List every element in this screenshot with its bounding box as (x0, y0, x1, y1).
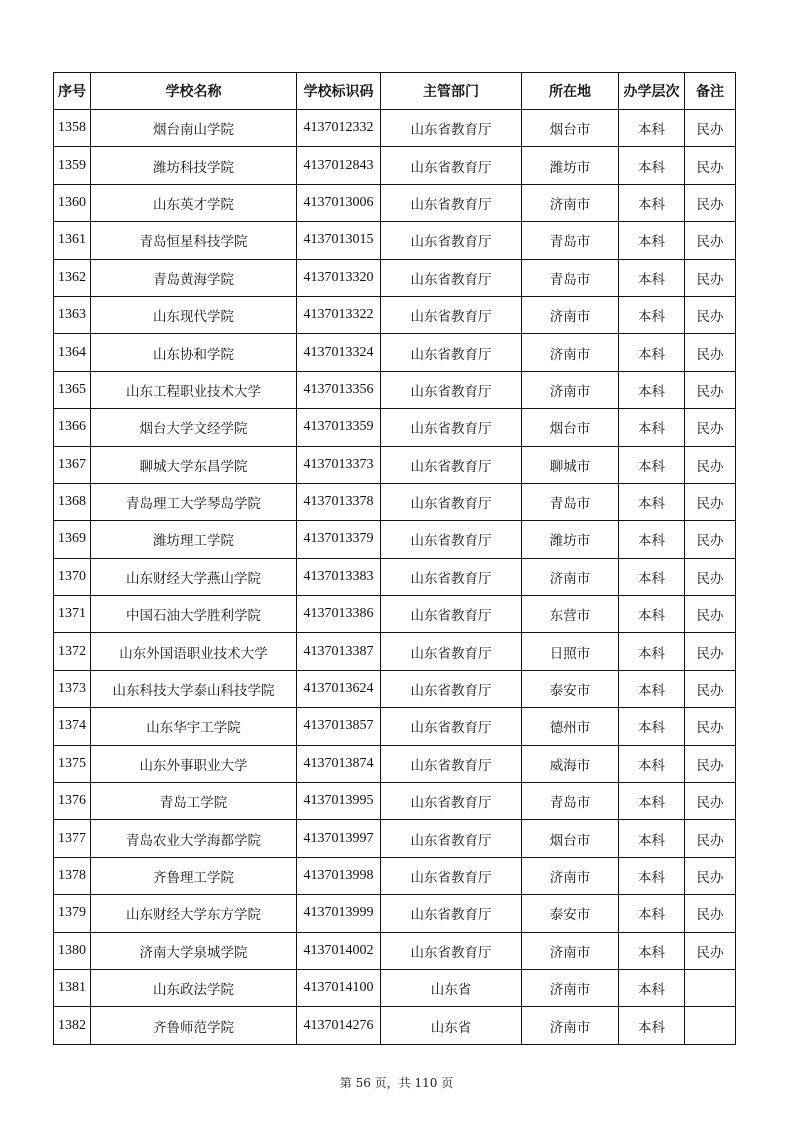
cell-school-code: 4137014100 (297, 969, 381, 1006)
cell-level: 本科 (619, 1007, 685, 1044)
cell-department: 山东省教育厅 (381, 745, 522, 782)
cell-remarks: 民办 (685, 147, 736, 184)
cell-remarks: 民办 (685, 259, 736, 296)
cell-row-index: 1376 (54, 783, 91, 820)
cell-level: 本科 (619, 184, 685, 221)
cell-level: 本科 (619, 147, 685, 184)
cell-school-name: 山东外国语职业技术大学 (91, 633, 297, 670)
cell-row-index: 1369 (54, 521, 91, 558)
cell-department: 山东省教育厅 (381, 820, 522, 857)
table-row (54, 783, 736, 820)
cell-school-code: 4137013998 (297, 857, 381, 894)
cell-row-index: 1380 (54, 932, 91, 969)
cell-row-index: 1379 (54, 895, 91, 932)
cell-row-index: 1374 (54, 708, 91, 745)
cell-school-code: 4137014276 (297, 1007, 381, 1044)
header-school-code: 学校标识码 (297, 73, 381, 110)
cell-level: 本科 (619, 857, 685, 894)
cell-location: 济南市 (522, 371, 619, 408)
cell-location: 济南市 (522, 969, 619, 1006)
cell-remarks (685, 1007, 736, 1044)
cell-school-code: 4137013379 (297, 521, 381, 558)
header-level: 办学层次 (619, 73, 685, 110)
table-row (54, 184, 736, 221)
cell-department: 山东省教育厅 (381, 222, 522, 259)
table-row (54, 371, 736, 408)
cell-row-index: 1370 (54, 558, 91, 595)
cell-department: 山东省教育厅 (381, 633, 522, 670)
cell-school-name: 潍坊理工学院 (91, 521, 297, 558)
cell-school-name: 山东英才学院 (91, 184, 297, 221)
cell-level: 本科 (619, 820, 685, 857)
cell-level: 本科 (619, 633, 685, 670)
table-row (54, 446, 736, 483)
table-row (54, 857, 736, 894)
cell-school-name: 潍坊科技学院 (91, 147, 297, 184)
cell-remarks: 民办 (685, 409, 736, 446)
table-row (54, 745, 736, 782)
cell-school-name: 济南大学泉城学院 (91, 932, 297, 969)
cell-level: 本科 (619, 932, 685, 969)
table-row (54, 820, 736, 857)
cell-remarks: 民办 (685, 184, 736, 221)
cell-remarks: 民办 (685, 558, 736, 595)
cell-department: 山东省教育厅 (381, 409, 522, 446)
cell-school-code: 4137013359 (297, 409, 381, 446)
cell-school-code: 4137013015 (297, 222, 381, 259)
cell-level: 本科 (619, 334, 685, 371)
cell-location: 济南市 (522, 184, 619, 221)
cell-level: 本科 (619, 558, 685, 595)
cell-school-code: 4137013356 (297, 371, 381, 408)
cell-level: 本科 (619, 371, 685, 408)
cell-row-index: 1366 (54, 409, 91, 446)
cell-location: 青岛市 (522, 259, 619, 296)
cell-department: 山东省教育厅 (381, 296, 522, 333)
cell-remarks: 民办 (685, 708, 736, 745)
cell-level: 本科 (619, 895, 685, 932)
cell-school-code: 4137012843 (297, 147, 381, 184)
table-row (54, 558, 736, 595)
cell-level: 本科 (619, 222, 685, 259)
cell-school-name: 青岛恒星科技学院 (91, 222, 297, 259)
table-row (54, 895, 736, 932)
cell-school-name: 青岛理工大学琴岛学院 (91, 483, 297, 520)
cell-row-index: 1371 (54, 596, 91, 633)
schools-table (53, 72, 736, 1045)
cell-school-code: 4137013320 (297, 259, 381, 296)
cell-level: 本科 (619, 969, 685, 1006)
cell-location: 青岛市 (522, 783, 619, 820)
table-row (54, 147, 736, 184)
cell-location: 济南市 (522, 334, 619, 371)
cell-department: 山东省教育厅 (381, 596, 522, 633)
cell-row-index: 1367 (54, 446, 91, 483)
cell-location: 烟台市 (522, 820, 619, 857)
cell-location: 青岛市 (522, 222, 619, 259)
cell-row-index: 1375 (54, 745, 91, 782)
cell-level: 本科 (619, 483, 685, 520)
cell-location: 烟台市 (522, 110, 619, 147)
cell-location: 济南市 (522, 857, 619, 894)
cell-remarks: 民办 (685, 521, 736, 558)
cell-school-code: 4137013874 (297, 745, 381, 782)
cell-location: 青岛市 (522, 483, 619, 520)
cell-level: 本科 (619, 708, 685, 745)
cell-location: 德州市 (522, 708, 619, 745)
cell-row-index: 1365 (54, 371, 91, 408)
cell-school-name: 山东财经大学燕山学院 (91, 558, 297, 595)
cell-department: 山东省教育厅 (381, 521, 522, 558)
table-row (54, 596, 736, 633)
cell-school-code: 4137014002 (297, 932, 381, 969)
cell-school-code: 4137013373 (297, 446, 381, 483)
table-header-row (54, 73, 736, 110)
table-row (54, 521, 736, 558)
cell-remarks: 民办 (685, 670, 736, 707)
cell-school-name: 山东外事职业大学 (91, 745, 297, 782)
cell-level: 本科 (619, 745, 685, 782)
cell-school-code: 4137013386 (297, 596, 381, 633)
cell-school-name: 青岛农业大学海都学院 (91, 820, 297, 857)
table-row (54, 409, 736, 446)
table-row (54, 969, 736, 1006)
header-department: 主管部门 (381, 73, 522, 110)
cell-location: 聊城市 (522, 446, 619, 483)
cell-row-index: 1361 (54, 222, 91, 259)
cell-school-name: 山东现代学院 (91, 296, 297, 333)
cell-school-name: 中国石油大学胜利学院 (91, 596, 297, 633)
table-row (54, 110, 736, 147)
cell-remarks: 民办 (685, 483, 736, 520)
cell-location: 泰安市 (522, 895, 619, 932)
cell-school-name: 山东工程职业技术大学 (91, 371, 297, 408)
header-index: 序号 (54, 73, 91, 110)
cell-school-code: 4137013378 (297, 483, 381, 520)
table-row (54, 222, 736, 259)
cell-level: 本科 (619, 446, 685, 483)
cell-row-index: 1372 (54, 633, 91, 670)
cell-level: 本科 (619, 783, 685, 820)
cell-department: 山东省教育厅 (381, 708, 522, 745)
cell-department: 山东省教育厅 (381, 857, 522, 894)
cell-school-code: 4137013995 (297, 783, 381, 820)
cell-remarks (685, 969, 736, 1006)
cell-school-code: 4137013383 (297, 558, 381, 595)
page-footer: 第 56 页，共 110 页 (339, 1076, 454, 1090)
cell-school-name: 烟台南山学院 (91, 110, 297, 147)
cell-school-code: 4137013857 (297, 708, 381, 745)
cell-remarks: 民办 (685, 334, 736, 371)
cell-level: 本科 (619, 409, 685, 446)
cell-row-index: 1377 (54, 820, 91, 857)
cell-school-name: 山东财经大学东方学院 (91, 895, 297, 932)
cell-school-code: 4137013997 (297, 820, 381, 857)
cell-level: 本科 (619, 110, 685, 147)
cell-school-code: 4137013006 (297, 184, 381, 221)
cell-school-name: 聊城大学东昌学院 (91, 446, 297, 483)
cell-remarks: 民办 (685, 895, 736, 932)
cell-school-name: 山东政法学院 (91, 969, 297, 1006)
table-row (54, 670, 736, 707)
cell-location: 烟台市 (522, 409, 619, 446)
cell-level: 本科 (619, 521, 685, 558)
cell-remarks: 民办 (685, 932, 736, 969)
cell-location: 济南市 (522, 296, 619, 333)
cell-school-code: 4137013324 (297, 334, 381, 371)
cell-school-name: 青岛黄海学院 (91, 259, 297, 296)
header-school-name: 学校名称 (91, 73, 297, 110)
cell-department: 山东省教育厅 (381, 110, 522, 147)
cell-row-index: 1382 (54, 1007, 91, 1044)
cell-row-index: 1378 (54, 857, 91, 894)
cell-remarks: 民办 (685, 222, 736, 259)
cell-remarks: 民办 (685, 783, 736, 820)
cell-school-name: 齐鲁理工学院 (91, 857, 297, 894)
cell-level: 本科 (619, 670, 685, 707)
cell-row-index: 1363 (54, 296, 91, 333)
cell-row-index: 1381 (54, 969, 91, 1006)
cell-row-index: 1373 (54, 670, 91, 707)
cell-row-index: 1364 (54, 334, 91, 371)
cell-department: 山东省教育厅 (381, 483, 522, 520)
cell-remarks: 民办 (685, 110, 736, 147)
cell-department: 山东省教育厅 (381, 334, 522, 371)
cell-department: 山东省教育厅 (381, 932, 522, 969)
table-row (54, 708, 736, 745)
header-location: 所在地 (522, 73, 619, 110)
cell-remarks: 民办 (685, 371, 736, 408)
cell-school-name: 齐鲁师范学院 (91, 1007, 297, 1044)
cell-remarks: 民办 (685, 820, 736, 857)
cell-school-code: 4137013387 (297, 633, 381, 670)
header-remarks: 备注 (685, 73, 736, 110)
table-row (54, 932, 736, 969)
cell-location: 威海市 (522, 745, 619, 782)
cell-school-code: 4137013624 (297, 670, 381, 707)
cell-remarks: 民办 (685, 857, 736, 894)
cell-department: 山东省教育厅 (381, 259, 522, 296)
cell-school-name: 青岛工学院 (91, 783, 297, 820)
cell-row-index: 1360 (54, 184, 91, 221)
cell-remarks: 民办 (685, 296, 736, 333)
cell-school-code: 4137013999 (297, 895, 381, 932)
cell-department: 山东省教育厅 (381, 670, 522, 707)
table-row (54, 1007, 736, 1044)
cell-location: 潍坊市 (522, 521, 619, 558)
cell-level: 本科 (619, 596, 685, 633)
cell-row-index: 1358 (54, 110, 91, 147)
cell-department: 山东省教育厅 (381, 783, 522, 820)
cell-location: 东营市 (522, 596, 619, 633)
table-row (54, 633, 736, 670)
cell-department: 山东省教育厅 (381, 446, 522, 483)
cell-school-code: 4137012332 (297, 110, 381, 147)
cell-remarks: 民办 (685, 596, 736, 633)
table-row (54, 483, 736, 520)
cell-location: 济南市 (522, 1007, 619, 1044)
cell-department: 山东省教育厅 (381, 184, 522, 221)
cell-row-index: 1359 (54, 147, 91, 184)
cell-location: 济南市 (522, 558, 619, 595)
cell-department: 山东省教育厅 (381, 371, 522, 408)
cell-remarks: 民办 (685, 633, 736, 670)
cell-remarks: 民办 (685, 446, 736, 483)
cell-location: 日照市 (522, 633, 619, 670)
cell-department: 山东省 (381, 969, 522, 1006)
cell-department: 山东省教育厅 (381, 895, 522, 932)
cell-location: 济南市 (522, 932, 619, 969)
cell-school-name: 山东协和学院 (91, 334, 297, 371)
cell-level: 本科 (619, 296, 685, 333)
cell-school-name: 山东华宇工学院 (91, 708, 297, 745)
cell-department: 山东省教育厅 (381, 558, 522, 595)
cell-department: 山东省 (381, 1007, 522, 1044)
table-body (54, 110, 736, 1045)
cell-school-code: 4137013322 (297, 296, 381, 333)
cell-location: 泰安市 (522, 670, 619, 707)
cell-row-index: 1368 (54, 483, 91, 520)
table-row (54, 296, 736, 333)
cell-remarks: 民办 (685, 745, 736, 782)
table-row (54, 334, 736, 371)
cell-level: 本科 (619, 259, 685, 296)
cell-department: 山东省教育厅 (381, 147, 522, 184)
cell-school-name: 烟台大学文经学院 (91, 409, 297, 446)
cell-school-name: 山东科技大学泰山科技学院 (91, 670, 297, 707)
cell-location: 潍坊市 (522, 147, 619, 184)
table-row (54, 259, 736, 296)
cell-row-index: 1362 (54, 259, 91, 296)
